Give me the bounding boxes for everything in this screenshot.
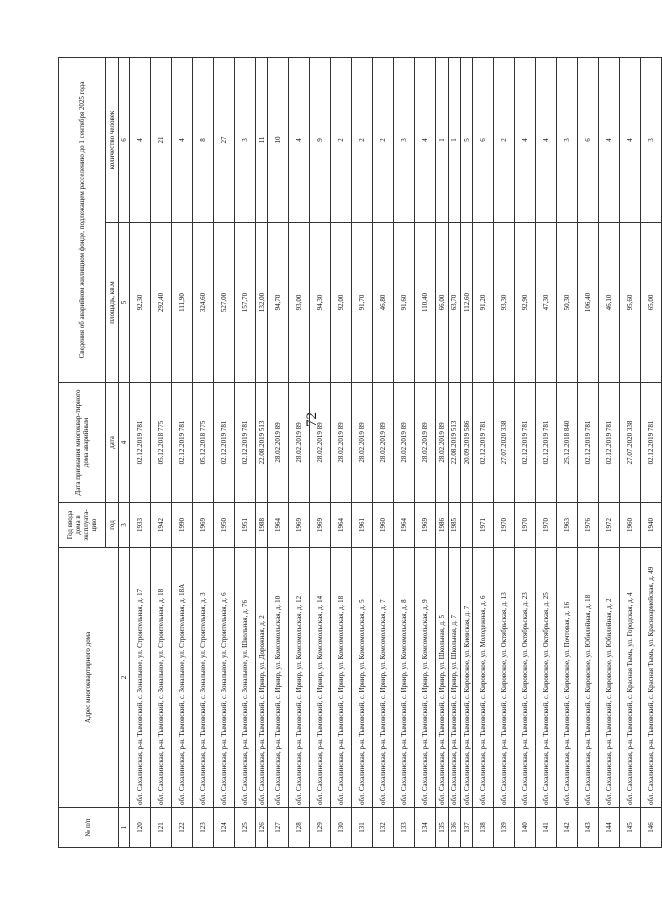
date-cell: 27.07.2020 338 bbox=[494, 383, 515, 503]
date-cell: 02.12.2019 781 bbox=[536, 383, 557, 503]
row-number: 137 bbox=[460, 808, 472, 848]
address-cell: обл. Сахалинская, р-н. Тымовский, с. Кировское, ул. Почтовая, д. 16 bbox=[557, 548, 578, 808]
table-row bbox=[151, 58, 172, 848]
year-cell: 1986 bbox=[436, 503, 448, 548]
year-cell: 1963 bbox=[557, 503, 578, 548]
index-cell: 4 bbox=[119, 383, 130, 503]
address-cell: обл. Сахалинская, р-н. Тымовский, с. Ирнир, ул. Школьная, д. 7 bbox=[448, 548, 460, 808]
people-cell: 2 bbox=[373, 58, 394, 223]
people-cell: 4 bbox=[289, 58, 310, 223]
date-cell: 22.08.2019 513 bbox=[448, 383, 460, 503]
date-cell: 02.12.2019 781 bbox=[214, 383, 235, 503]
people-cell: 27 bbox=[214, 58, 235, 223]
table-row bbox=[289, 58, 310, 848]
row-number: 126 bbox=[256, 808, 268, 848]
date-cell: 28.02.2019 89 bbox=[268, 383, 289, 503]
table-row bbox=[268, 58, 289, 848]
table-row bbox=[578, 58, 599, 848]
page-number: 72 bbox=[304, 412, 320, 427]
row-number: 130 bbox=[331, 808, 352, 848]
table-row bbox=[620, 58, 641, 848]
area-cell: 92,00 bbox=[331, 223, 352, 383]
header-date: Дата признания многоквар-тирного дома аварийным bbox=[59, 383, 106, 503]
address-cell: обл. Сахалинская, р-н. Тымовский, с. Зональное, ул. Строительная, д. 6 bbox=[214, 548, 235, 808]
table-row bbox=[352, 58, 373, 848]
address-cell: обл. Сахалинская, р-н. Тымовский, с. Ирнир, ул. Комсомольская, д. 18 bbox=[331, 548, 352, 808]
people-cell: 9 bbox=[310, 58, 331, 223]
address-cell: обл. Сахалинская, р-н. Тымовский, с. Зональное, ул. Строительная, д. 17 bbox=[130, 548, 151, 808]
table-row bbox=[436, 58, 448, 848]
subheader-area: площадь, кв.м bbox=[106, 223, 119, 383]
table-row bbox=[373, 58, 394, 848]
table-row bbox=[599, 58, 620, 848]
people-cell: 1 bbox=[448, 58, 460, 223]
area-cell: 93,00 bbox=[289, 223, 310, 383]
date-cell: 02.12.2019 781 bbox=[172, 383, 193, 503]
year-cell: 1970 bbox=[536, 503, 557, 548]
year-cell: 1985 bbox=[448, 503, 460, 548]
people-cell: 3 bbox=[641, 58, 662, 223]
table-row bbox=[310, 58, 331, 848]
date-cell: 27.07.2020 338 bbox=[620, 383, 641, 503]
row-number: 127 bbox=[268, 808, 289, 848]
index-cell: 6 bbox=[119, 58, 130, 223]
index-cell: 5 bbox=[119, 223, 130, 383]
date-cell: 02.12.2019 781 bbox=[130, 383, 151, 503]
date-cell: 28.02.2019 89 bbox=[310, 383, 331, 503]
date-cell: 02.12.2019 781 bbox=[473, 383, 494, 503]
subheader-date: дата bbox=[106, 383, 119, 503]
people-cell: 3 bbox=[235, 58, 256, 223]
header-num: № п/п bbox=[59, 808, 119, 848]
area-cell: 46,80 bbox=[373, 223, 394, 383]
date-cell: 28.02.2019 89 bbox=[331, 383, 352, 503]
date-cell: 05.12.2018 775 bbox=[193, 383, 214, 503]
address-cell: обл. Сахалинская, р-н. Тымовский, с. Кировское, ул. Юбилейная, д. 18 bbox=[578, 548, 599, 808]
area-cell: 112,60 bbox=[460, 223, 472, 383]
people-cell: 4 bbox=[172, 58, 193, 223]
area-cell: 91,60 bbox=[394, 223, 415, 383]
row-number: 121 bbox=[151, 808, 172, 848]
row-number: 133 bbox=[394, 808, 415, 848]
index-cell: 2 bbox=[119, 548, 130, 808]
table-row bbox=[473, 58, 494, 848]
people-cell: 4 bbox=[130, 58, 151, 223]
year-cell: 1961 bbox=[352, 503, 373, 548]
row-number: 134 bbox=[415, 808, 436, 848]
row-number: 145 bbox=[620, 808, 641, 848]
table-row bbox=[394, 58, 415, 848]
year-cell: 1990 bbox=[172, 503, 193, 548]
year-cell: 1964 bbox=[331, 503, 352, 548]
area-cell: 111,90 bbox=[172, 223, 193, 383]
area-cell: 292,40 bbox=[151, 223, 172, 383]
table-row bbox=[331, 58, 352, 848]
people-cell: 2 bbox=[331, 58, 352, 223]
address-cell: обл. Сахалинская, р-н. Тымовский, с. Кировское, ул. Октябрьская, д. 25 bbox=[536, 548, 557, 808]
date-cell: 25.12.2018 840 bbox=[557, 383, 578, 503]
people-cell: 3 bbox=[394, 58, 415, 223]
table-row bbox=[448, 58, 460, 848]
address-cell: обл. Сахалинская, р-н. Тымовский, с. Ирнир, ул. Комсомольская, д. 8 bbox=[394, 548, 415, 808]
people-cell: 4 bbox=[620, 58, 641, 223]
address-cell: обл. Сахалинская, р-н. Тымовский, с. Красная Тымь, ул. Красноармейская, д. 49 bbox=[641, 548, 662, 808]
area-cell: 92,90 bbox=[515, 223, 536, 383]
people-cell: 10 bbox=[268, 58, 289, 223]
header-info: Сведения об аварийном жилищном фонде, подлежащем расселению до 1 сентября 2025 года bbox=[59, 58, 106, 383]
area-cell: 106,40 bbox=[578, 223, 599, 383]
area-cell: 92,30 bbox=[130, 223, 151, 383]
address-cell: обл. Сахалинская, р-н. Тымовский, с. Кировское, ул. Октябрьская, д. 13 bbox=[494, 548, 515, 808]
area-cell: 63,70 bbox=[448, 223, 460, 383]
address-cell: обл. Сахалинская, р-н. Тымовский, с. Кировское, ул. Октябрьская, д. 23 bbox=[515, 548, 536, 808]
address-cell: обл. Сахалинская, р-н. Тымовский, с. Ирнир, ул. Комсомольская, д. 12 bbox=[289, 548, 310, 808]
date-cell: 02.12.2019 781 bbox=[235, 383, 256, 503]
table-row bbox=[515, 58, 536, 848]
people-cell: 11 bbox=[256, 58, 268, 223]
area-cell: 47,30 bbox=[536, 223, 557, 383]
rotated-table-container bbox=[58, 58, 656, 848]
year-cell: 1960 bbox=[620, 503, 641, 548]
year-cell: 1988 bbox=[256, 503, 268, 548]
area-cell: 91,20 bbox=[473, 223, 494, 383]
date-cell: 28.02.2019 89 bbox=[289, 383, 310, 503]
year-cell: 1971 bbox=[473, 503, 494, 548]
area-cell: 94,30 bbox=[310, 223, 331, 383]
index-cell: 3 bbox=[119, 503, 130, 548]
year-cell: 1951 bbox=[235, 503, 256, 548]
people-cell: 8 bbox=[193, 58, 214, 223]
address-cell: обл. Сахалинская, р-н. Тымовский, с. Кировское, ул. Юбилейная, д. 2 bbox=[599, 548, 620, 808]
year-cell: 1969 bbox=[415, 503, 436, 548]
year-cell: 1933 bbox=[130, 503, 151, 548]
date-cell: 22.08.2019 513 bbox=[256, 383, 268, 503]
address-cell: обл. Сахалинская, р-н. Тымовский, с. Ирнир, ул. Комсомольская, д. 5 bbox=[352, 548, 373, 808]
row-number: 132 bbox=[373, 808, 394, 848]
date-cell: 28.02.2019 89 bbox=[436, 383, 448, 503]
row-number: 125 bbox=[235, 808, 256, 848]
address-cell: обл. Сахалинская, р-н. Тымовский, с. Ирнир, ул. Школьная, д. 5 bbox=[436, 548, 448, 808]
area-cell: 66,00 bbox=[436, 223, 448, 383]
table-body bbox=[130, 58, 662, 848]
address-cell: обл. Сахалинская, р-н. Тымовский, с. Зональное, ул. Строительная, д. 18А bbox=[172, 548, 193, 808]
people-cell: 4 bbox=[599, 58, 620, 223]
area-cell: 93,30 bbox=[494, 223, 515, 383]
area-cell: 94,70 bbox=[268, 223, 289, 383]
year-cell: 1969 bbox=[310, 503, 331, 548]
people-cell: 6 bbox=[578, 58, 599, 223]
table-row bbox=[193, 58, 214, 848]
table-row bbox=[214, 58, 235, 848]
year-cell: 1970 bbox=[494, 503, 515, 548]
table-row bbox=[494, 58, 515, 848]
people-cell: 5 bbox=[460, 58, 472, 223]
date-cell: 20.09.2019 586 bbox=[460, 383, 472, 503]
row-number: 124 bbox=[214, 808, 235, 848]
area-cell: 132,00 bbox=[256, 223, 268, 383]
address-cell: обл. Сахалинская, р-н. Тымовский, с. Зональное, ул. Строительная, д. 3 bbox=[193, 548, 214, 808]
address-cell: обл. Сахалинская, р-н. Тымовский, с. Ирнир, ул. Комсомольская, д. 10 bbox=[268, 548, 289, 808]
area-cell: 46,10 bbox=[599, 223, 620, 383]
address-cell: обл. Сахалинская, р-н. Тымовский, с. Кировское, ул. Киевская, д. 7 bbox=[460, 548, 472, 808]
date-cell: 28.02.2019 89 bbox=[394, 383, 415, 503]
address-cell: обл. Сахалинская, р-н. Тымовский, с. Ирнир, ул. Дорожная, д. 2 bbox=[256, 548, 268, 808]
year-cell: 1969 bbox=[289, 503, 310, 548]
people-cell: 3 bbox=[557, 58, 578, 223]
row-number: 135 bbox=[436, 808, 448, 848]
people-cell: 2 bbox=[352, 58, 373, 223]
subheader-people: количество человек bbox=[106, 58, 119, 223]
table-row bbox=[415, 58, 436, 848]
date-cell: 02.12.2019 781 bbox=[641, 383, 662, 503]
row-number: 136 bbox=[448, 808, 460, 848]
table-row bbox=[557, 58, 578, 848]
people-cell: 2 bbox=[494, 58, 515, 223]
row-number: 146 bbox=[641, 808, 662, 848]
emergency-housing-table bbox=[58, 57, 662, 848]
date-cell: 02.12.2019 781 bbox=[578, 383, 599, 503]
area-cell: 110,40 bbox=[415, 223, 436, 383]
year-cell: 1976 bbox=[578, 503, 599, 548]
address-cell: обл. Сахалинская, р-н. Тымовский, с. Ирнир, ул. Комсомольская, д. 14 bbox=[310, 548, 331, 808]
table-row bbox=[130, 58, 151, 848]
area-cell: 95,60 bbox=[620, 223, 641, 383]
row-number: 120 bbox=[130, 808, 151, 848]
address-cell: обл. Сахалинская, р-н. Тымовский, с. Ирнир, ул. Комсомольская, д. 9 bbox=[415, 548, 436, 808]
address-cell: обл. Сахалинская, р-н. Тымовский, с. Кировское, ул. Молодежная, д. 6 bbox=[473, 548, 494, 808]
year-cell bbox=[460, 503, 472, 548]
row-number: 140 bbox=[515, 808, 536, 848]
people-cell: 6 bbox=[473, 58, 494, 223]
row-number: 142 bbox=[557, 808, 578, 848]
address-cell: обл. Сахалинская, р-н. Тымовский, с. Красная Тымь, ул. Городская, д. 4 bbox=[620, 548, 641, 808]
year-cell: 1969 bbox=[193, 503, 214, 548]
people-cell: 4 bbox=[415, 58, 436, 223]
date-cell: 05.12.2018 775 bbox=[151, 383, 172, 503]
area-cell: 324,60 bbox=[193, 223, 214, 383]
year-cell: 1964 bbox=[268, 503, 289, 548]
table-row bbox=[460, 58, 472, 848]
people-cell: 21 bbox=[151, 58, 172, 223]
area-cell: 50,30 bbox=[557, 223, 578, 383]
date-cell: 02.12.2019 781 bbox=[599, 383, 620, 503]
row-number: 128 bbox=[289, 808, 310, 848]
row-number: 131 bbox=[352, 808, 373, 848]
row-number: 138 bbox=[473, 808, 494, 848]
year-cell: 1972 bbox=[599, 503, 620, 548]
index-cell: 1 bbox=[119, 808, 130, 848]
table-row bbox=[172, 58, 193, 848]
row-number: 139 bbox=[494, 808, 515, 848]
area-cell: 527,00 bbox=[214, 223, 235, 383]
row-number: 122 bbox=[172, 808, 193, 848]
address-cell: обл. Сахалинская, р-н. Тымовский, с. Зональное, ул. Школьная, д. 76 bbox=[235, 548, 256, 808]
people-cell: 1 bbox=[436, 58, 448, 223]
date-cell: 28.02.2019 89 bbox=[373, 383, 394, 503]
table-row bbox=[536, 58, 557, 848]
subheader-year: год bbox=[106, 503, 119, 548]
row-number: 129 bbox=[310, 808, 331, 848]
year-cell: 1950 bbox=[214, 503, 235, 548]
table-row bbox=[256, 58, 268, 848]
date-cell: 28.02.2019 89 bbox=[415, 383, 436, 503]
people-cell: 4 bbox=[515, 58, 536, 223]
address-cell: обл. Сахалинская, р-н. Тымовский, с. Зональное, ул. Строительная, д. 18 bbox=[151, 548, 172, 808]
year-cell: 1960 bbox=[373, 503, 394, 548]
header-address: Адрес многоквартирного дома bbox=[59, 548, 119, 808]
row-number: 143 bbox=[578, 808, 599, 848]
year-cell: 1942 bbox=[151, 503, 172, 548]
year-cell: 1964 bbox=[394, 503, 415, 548]
row-number: 144 bbox=[599, 808, 620, 848]
date-cell: 28.02.2019 89 bbox=[352, 383, 373, 503]
area-cell: 65,00 bbox=[641, 223, 662, 383]
row-number: 123 bbox=[193, 808, 214, 848]
date-cell: 02.12.2019 781 bbox=[515, 383, 536, 503]
people-cell: 4 bbox=[536, 58, 557, 223]
table-row bbox=[235, 58, 256, 848]
year-cell: 1940 bbox=[641, 503, 662, 548]
header-year: Год ввода дома в эксплуата-цию bbox=[59, 503, 106, 548]
address-cell: обл. Сахалинская, р-н. Тымовский, с. Ирнир, ул. Комсомольская, д. 7 bbox=[373, 548, 394, 808]
row-number: 141 bbox=[536, 808, 557, 848]
table-row bbox=[641, 58, 662, 848]
year-cell: 1970 bbox=[515, 503, 536, 548]
area-cell: 91,70 bbox=[352, 223, 373, 383]
area-cell: 157,70 bbox=[235, 223, 256, 383]
